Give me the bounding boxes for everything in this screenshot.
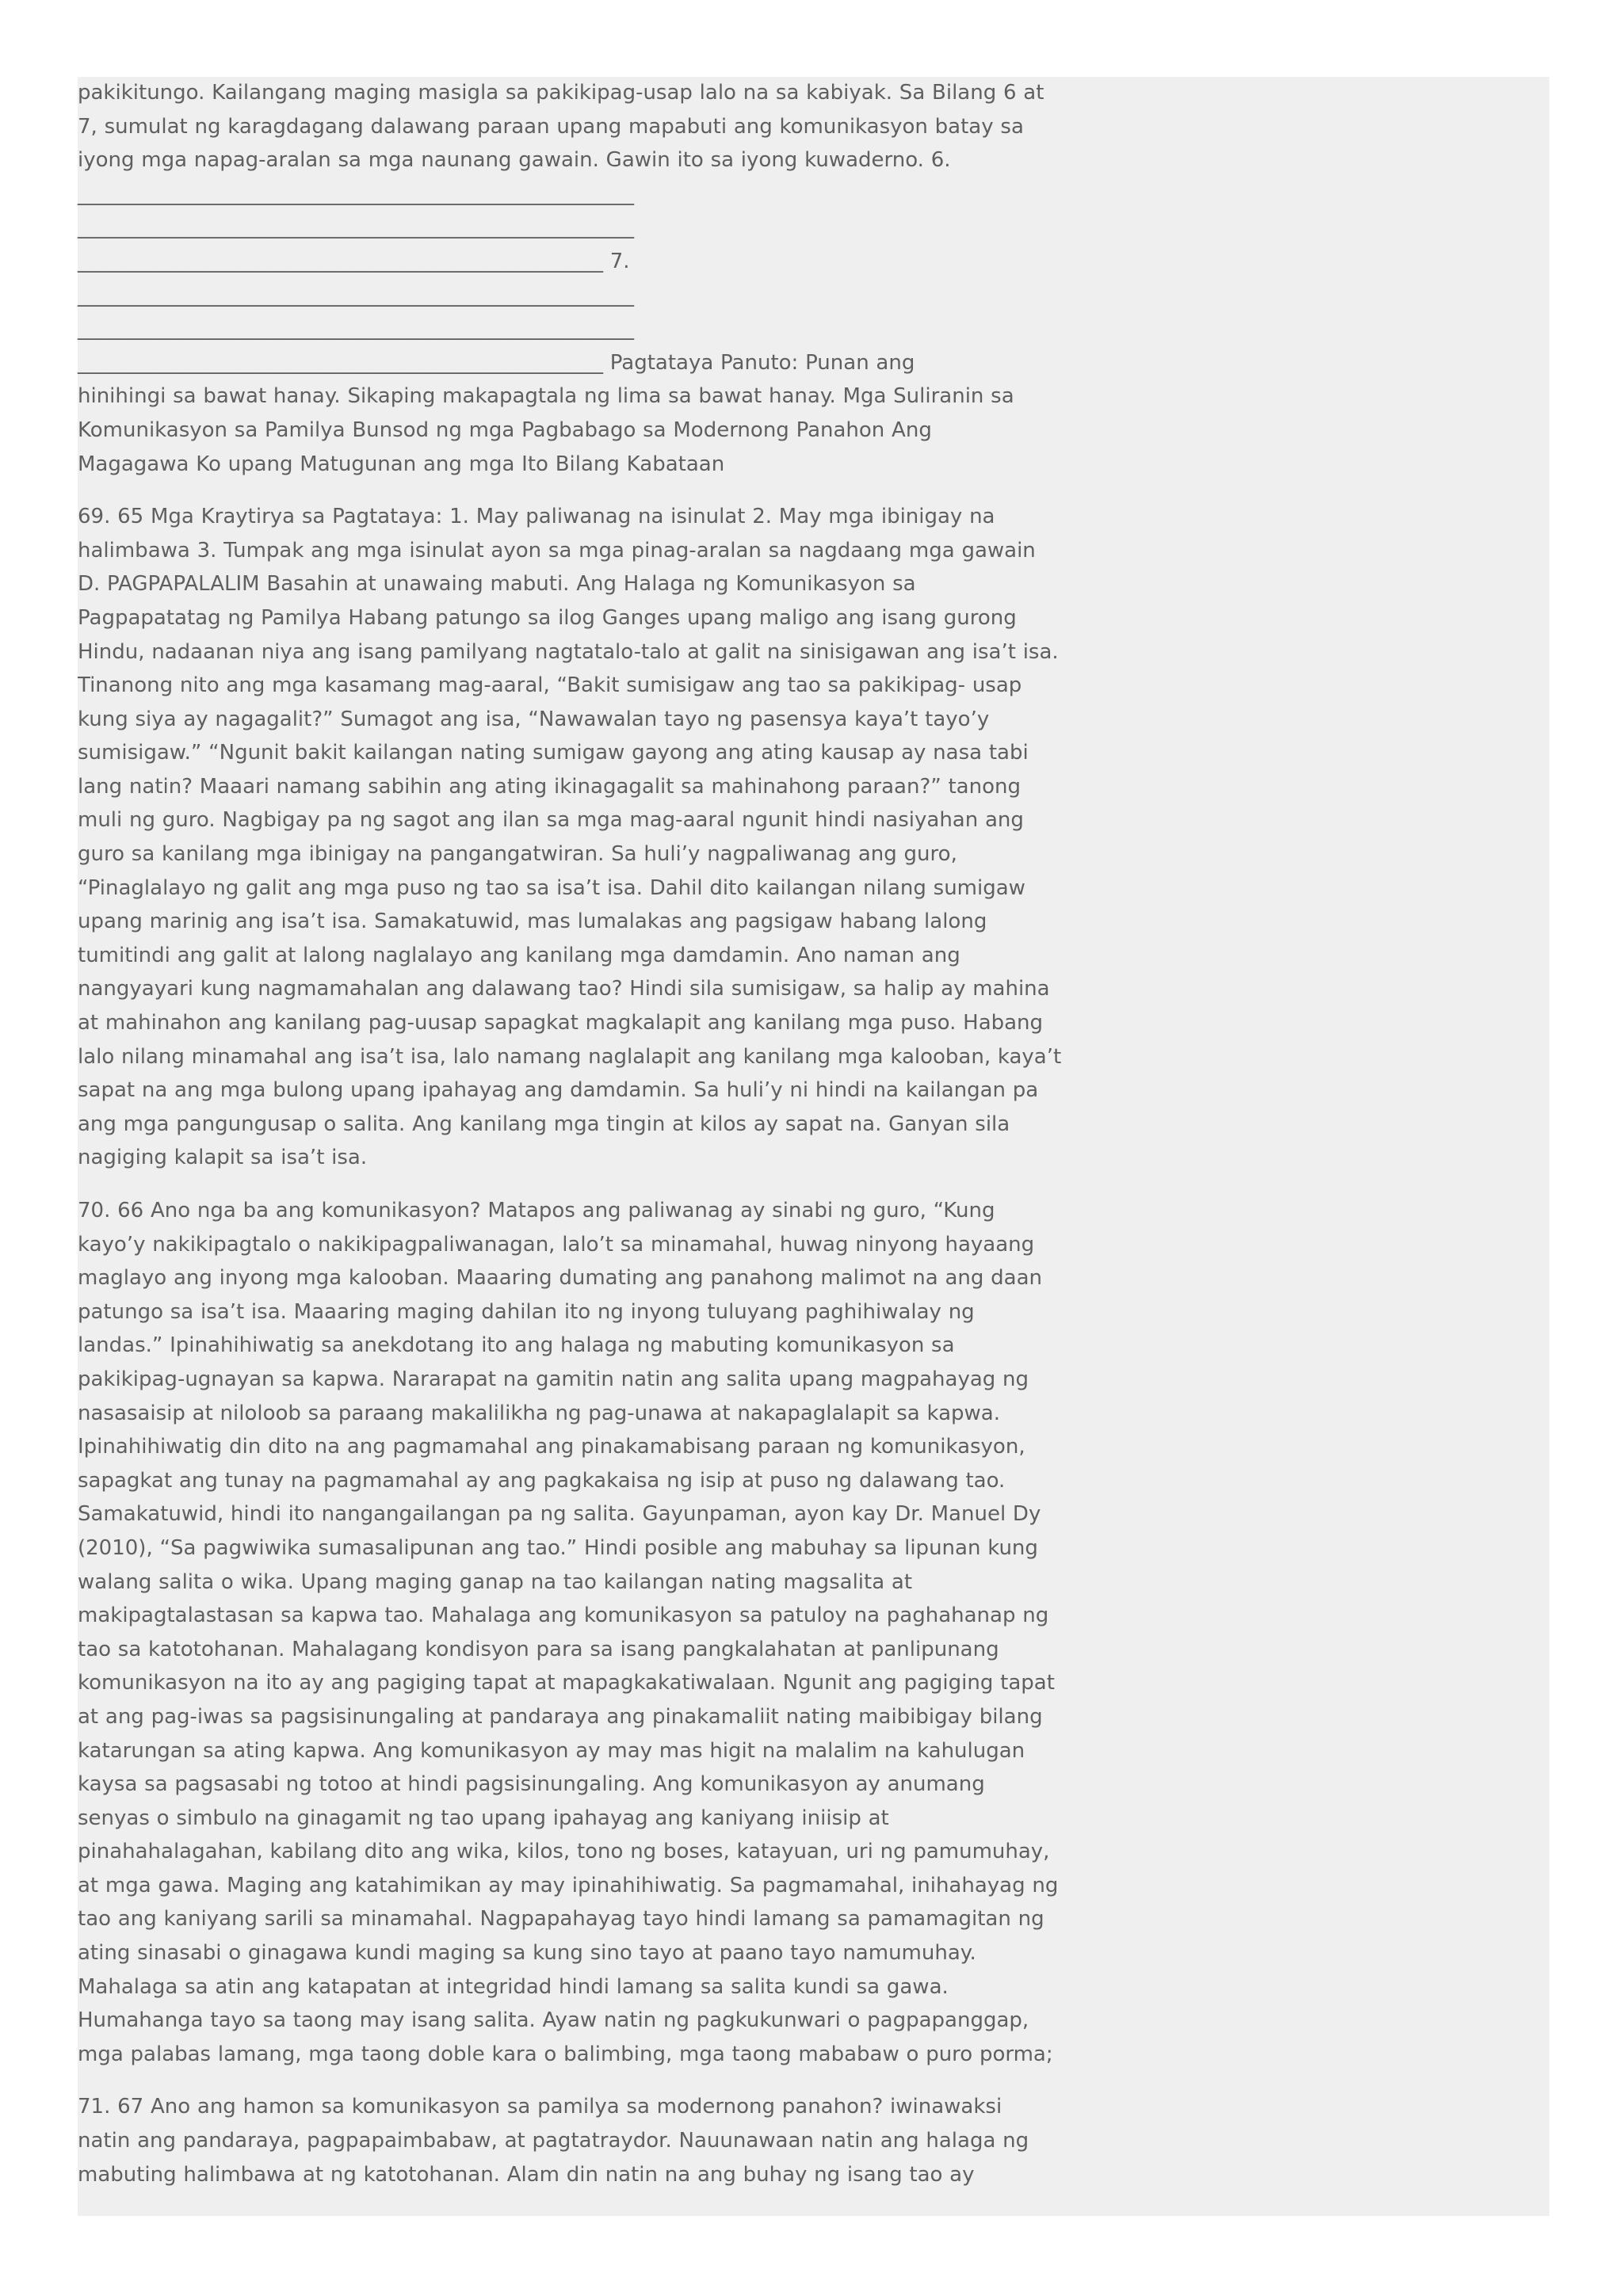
paragraph-page-71: 71. 67 Ano ang hamon sa komunikasyon sa pamilya sa modernong panahon? iwinawaksi natin ang pandaraya, pagpapaimbabaw, at pagtatraydor. Nauunawaan natin ang halaga ng mabuting halimbawa at ng katotohanan. Alam din natin na ang buhay ng isang tao ay (78, 2095, 1029, 2187)
paragraph-activity-continuation: pakikitungo. Kailangang maging masigla sa pakikipag-usap lalo na sa kabiyak. Sa Bilang 6 at 7, sumulat ng karagdagang dalawang paraan upang mapabuti ang komunikasyon batay sa iyong mga napag-aralan sa mga naunang gawain. Gawin ito sa iyong kuwaderno. 6. ______________________________________________________ ______________________________________________________ ___________________________________________________ 7. ______________________________________________________ ______________________________________________________ ___________________________________________________ Pagtataya Panuto: Punan ang hinihingi sa bawat hanay. Sikaping makapagtala ng lima sa bawat hanay. Mga Suliranin sa Komunikasyon sa Pamilya Bunsod ng mga Pagbabago sa Modernong Panahon Ang Magagawa Ko upang Matugunan ang mga Ito Bilang Kabataan (78, 81, 1044, 476)
paragraph-page-69: 69. 65 Mga Kraytirya sa Pagtataya: 1. May paliwanag na isinulat 2. May mga ibinigay na halimbawa 3. Tumpak ang mga isinulat ayon sa mga pinag-aralan sa nagdaang mga gawain D. PAGPAPALALIM Basahin at unawaing mabuti. Ang Halaga ng Komunikasyon sa Pagpapatatag ng Pamilya Habang patungo sa ilog Ganges upang maligo ang isang gurong Hindu, nadaanan niya ang isang pamilyang nagtatalo-talo at galit na sinisigawan ang isa’t isa. Tinanong nito ang mga kasamang mag-aaral, “Bakit sumisigaw ang tao sa pakikipag- usap kung siya ay nagagalit?” Sumagot ang isa, “Nawawalan tayo ng pasensya kaya’t tayo’y sumisigaw.” “Ngunit bakit kailangan nating sumigaw gayong ang ating kausap ay nasa tabi lang natin? Maaari namang sabihin ang ating ikinagagalit sa mahinahong paraan?” tanong muli ng guro. Nagbigay pa ng sagot ang ilan sa mga mag-aaral ngunit hindi nasiyahan ang guro sa kanilang mga ibinigay na pangangatwiran. Sa huli’y nagpaliwanag ang guro, “Pinaglalayo ng galit ang mga puso ng tao sa isa’t isa. Dahil dito kailangan nilang sumigaw upang marinig ang isa’t isa. Samakatuwid, mas lumalakas ang pagsigaw habang lalong tumitindi ang galit at lalong naglalayo ang kanilang mga damdamin. Ano naman ang nangyayari kung nagmamahalan ang dalawang tao? Hindi sila sumisigaw, sa halip ay mahina at mahinahon ang kanilang pag-uusap sapagkat magkalapit ang kanilang mga puso. Habang lalo nilang minamahal ang isa’t isa, lalo namang naglalapit ang kanilang mga kalooban, kaya’t sapat na ang mga bulong upang ipahayag ang damdamin. Sa huli’y ni hindi na kailangan pa ang mga pangungusap o salita. Ang kanilang mga tingin at kilos ay sapat na. Ganyan sila nagiging kalapit sa isa’t isa. (78, 505, 1062, 1170)
document-text (78, 76, 1068, 2191)
paragraph-page-70: 70. 66 Ano nga ba ang komunikasyon? Matapos ang paliwanag ay sinabi ng guro, “Kung kayo’y nakikipagtalo o nakikipagpaliwanagan, lalo’t sa minamahal, huwag ninyong hayaang maglayo ang inyong mga kalooban. Maaaring dumating ang panahong malimot na ang daan patungo sa isa’t isa. Maaaring maging dahilan ito ng inyong tuluyang paghihiwalay ng landas.” Ipinahihiwatig sa anekdotang ito ang halaga ng mabuting komunikasyon sa pakikipag-ugnayan sa kapwa. Nararapat na gamitin natin ang salita upang magpahayag ng nasasaisip at niloloob sa paraang makalilikha ng pag-unawa at nakapaglalapit sa kapwa. Ipinahihiwatig din dito na ang pagmamahal ang pinakamabisang paraan ng komunikasyon, sapagkat ang tunay na pagmamahal ay ang pagkakaisa ng isip at puso ng dalawang tao. Samakatuwid, hindi ito nangangailangan pa ng salita. Gayunpaman, ayon kay Dr. Manuel Dy (2010), “Sa pagwiwika sumasalipunan ang tao.” Hindi posible ang mabuhay sa lipunan kung walang salita o wika. Upang maging ganap na tao kailangan nating magsalita at makipagtalastasan sa kapwa tao. Mahalaga ang komunikasyon sa patuloy na paghahanap ng tao sa katotohanan. Mahalagang kondisyon para sa isang pangkalahatan at panlipunang komunikasyon na ito ay ang pagiging tapat at mapagkakatiwalaan. Ngunit ang pagiging tapat at ang pag-iwas sa pagsisinungaling at pandaraya ang pinakamaliit nating maibibigay bilang katarungan sa ating kapwa. Ang komunikasyon ay may mas higit na malalim na kahulugan kaysa sa pagsasabi ng totoo at hindi pagsisinungaling. Ang komunikasyon ay anumang senyas o simbulo na ginagamit ng tao upang ipahayag ang kaniyang iniisip at pinahahalagahan, kabilang dito ang wika, kilos, tono ng boses, katayuan, uri ng pamumuhay, at mga gawa. Maging ang katahimikan ay may ipinahihiwatig. Sa pagmamahal, inihahayag ng tao ang kaniyang sarili sa minamahal. Nagpapahayag tayo hindi lamang sa pamamagitan ng ating sinasabi o ginagawa kundi maging sa kung sino tayo at paano tayo namumuhay. Mahalaga sa atin ang katapatan at integridad hindi lamang sa salita kundi sa gawa. Humahanga tayo sa taong may isang salita. Ayaw natin ng pagkukunwari o pagpapanggap, mga palabas lamang, mga taong doble kara o balimbing, mga taong mababaw o puro porma; (78, 1199, 1059, 2066)
